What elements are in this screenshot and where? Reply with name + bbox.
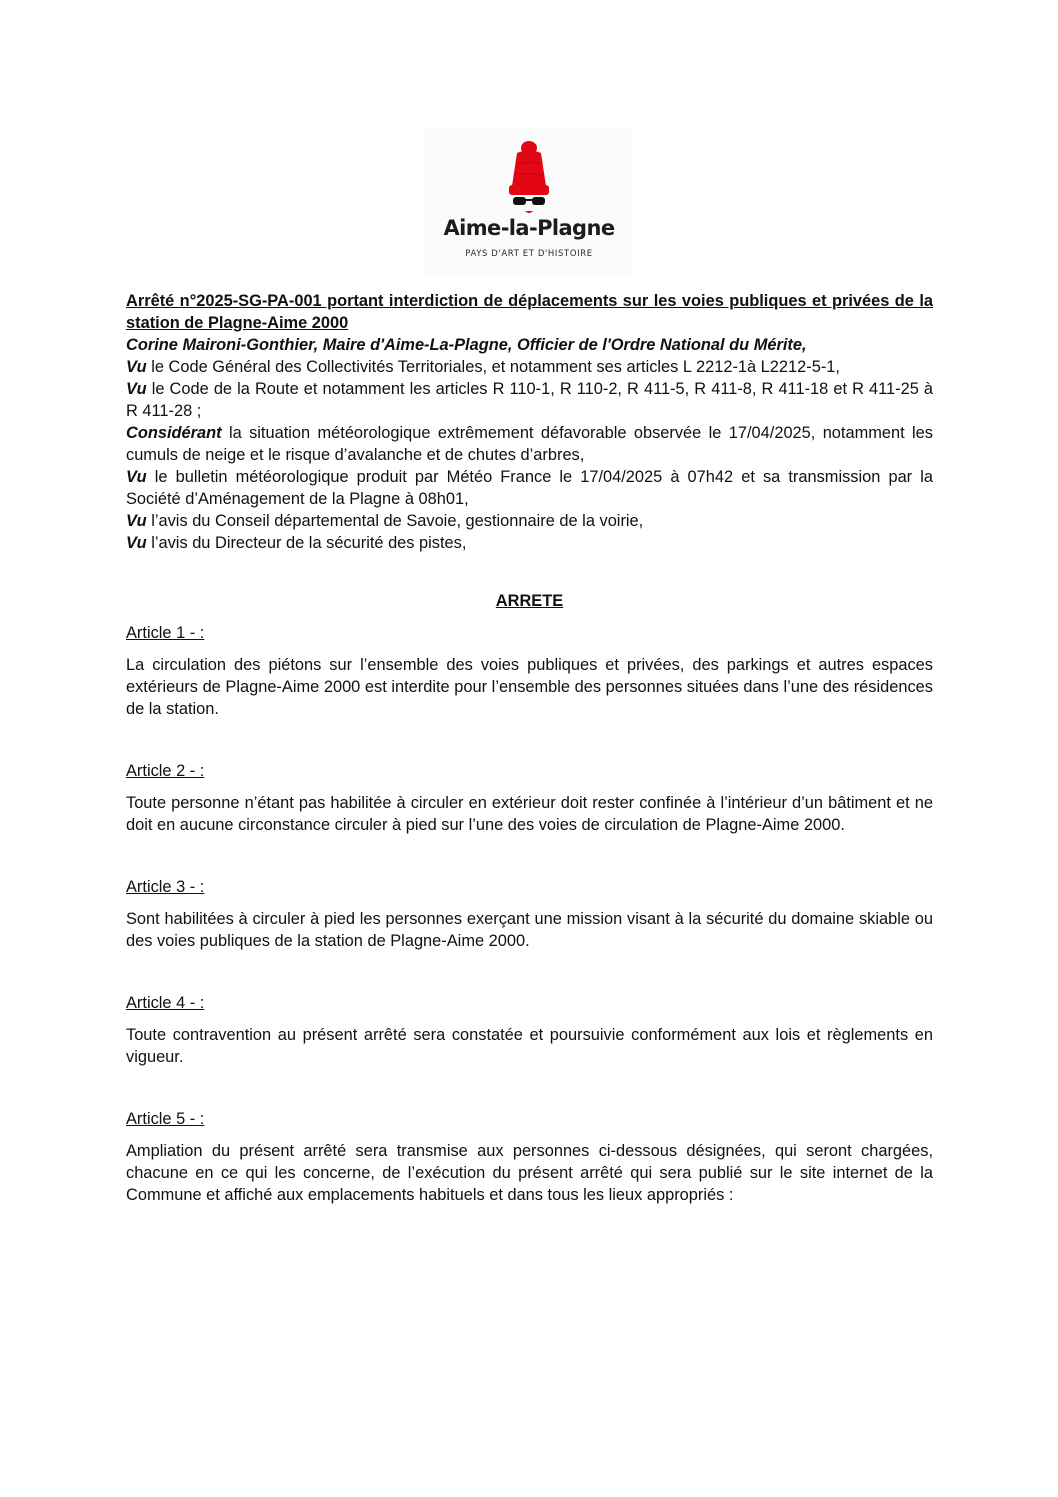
preamble-lead: Vu [126, 512, 147, 530]
preamble-paragraph [126, 510, 933, 532]
preamble-text: l’avis du Conseil départemental de Savoie, gestionnaire de la voirie, [146, 512, 644, 530]
preamble-text: l’avis du Directeur de la sécurité des pistes, [146, 534, 467, 552]
article-body: Ampliation du présent arrêté sera transmise aux personnes ci-dessous désignées, qui seront chargées, chacune en ce qui les concerne, de l’exécution du présent arrêté qui sera publié sur le site internet de la Commune et affiché aux emplacements habituels et dans tous les lieux appropriés : [126, 1142, 933, 1204]
document-body [126, 290, 933, 1206]
article-heading: Article 1 - : [126, 624, 205, 642]
article-body: Toute personne n’étant pas habilitée à circuler en extérieur doit rester confinée à l’intérieur d’un bâtiment et ne doit en aucune circonstance circuler à pied sur l’une des voies de circulation de Plagne-Aime 2000. [126, 794, 933, 834]
preamble-paragraph [126, 466, 933, 510]
preamble-lead: Vu [126, 380, 147, 398]
preamble-lead: Vu [126, 534, 147, 552]
article-heading: Article 5 - : [126, 1110, 205, 1128]
bobble-hat-sunglasses-icon [425, 128, 633, 218]
logo-wordmark: Aime-la-Plagne [443, 216, 615, 240]
mayor-line: Corine Maironi-Gonthier, Maire d'Aime-La-Plagne, Officier de l'Ordre National du Mérite, [126, 336, 807, 354]
preamble-paragraph [126, 422, 933, 466]
municipal-logo [425, 128, 633, 276]
article-body: La circulation des piétons sur l’ensemble des voies publiques et privées, des parkings et autres espaces extérieurs de Plagne-Aime 2000 est interdite pour l’ensemble des personnes situées dans l’une des résidences de la station. [126, 656, 933, 718]
preamble-text: le Code de la Route et notamment les articles R 110-1, R 110-2, R 411-5, R 411-8, R 411-18 et R 411-25 à R 411-28 ; [126, 380, 933, 420]
article-heading: Article 2 - : [126, 762, 205, 780]
preamble-lead: Considérant [126, 424, 222, 442]
document-title: Arrêté n°2025-SG-PA-001 portant interdiction de déplacements sur les voies publiques et privées de la station de Plagne-Aime 2000 [126, 292, 933, 332]
article-body: Toute contravention au présent arrêté sera constatée et poursuivie conformément aux lois et règlements en vigueur. [126, 1026, 933, 1066]
preamble-lead: Vu [126, 468, 147, 486]
preamble-text: le Code Général des Collectivités Territoriales, et notamment ses articles L 2212-1à L2212-5-1, [146, 358, 840, 376]
logo-subtitle: PAYS D'ART ET D'HISTOIRE [465, 249, 593, 259]
article-heading: Article 3 - : [126, 878, 205, 896]
preamble-lead: Vu [126, 358, 147, 376]
preamble-paragraph [126, 356, 933, 378]
preamble-text: le bulletin météorologique produit par Météo France le 17/04/2025 à 07h42 et sa transmission par la Société d’Aménagement de la Plagne à 08h01, [126, 468, 933, 508]
arrete-heading: ARRETE [495, 592, 564, 610]
preamble-paragraph [126, 378, 933, 422]
article-heading: Article 4 - : [126, 994, 205, 1012]
preamble-text: la situation météorologique extrêmement défavorable observée le 17/04/2025, notamment les cumuls de neige et le risque d’avalanche et de chutes d’arbres, [126, 424, 933, 464]
preamble-paragraph [126, 532, 933, 554]
article-body: Sont habilitées à circuler à pied les personnes exerçant une mission visant à la sécurité du domaine skiable ou des voies publiques de la station de Plagne-Aime 2000. [126, 910, 933, 950]
